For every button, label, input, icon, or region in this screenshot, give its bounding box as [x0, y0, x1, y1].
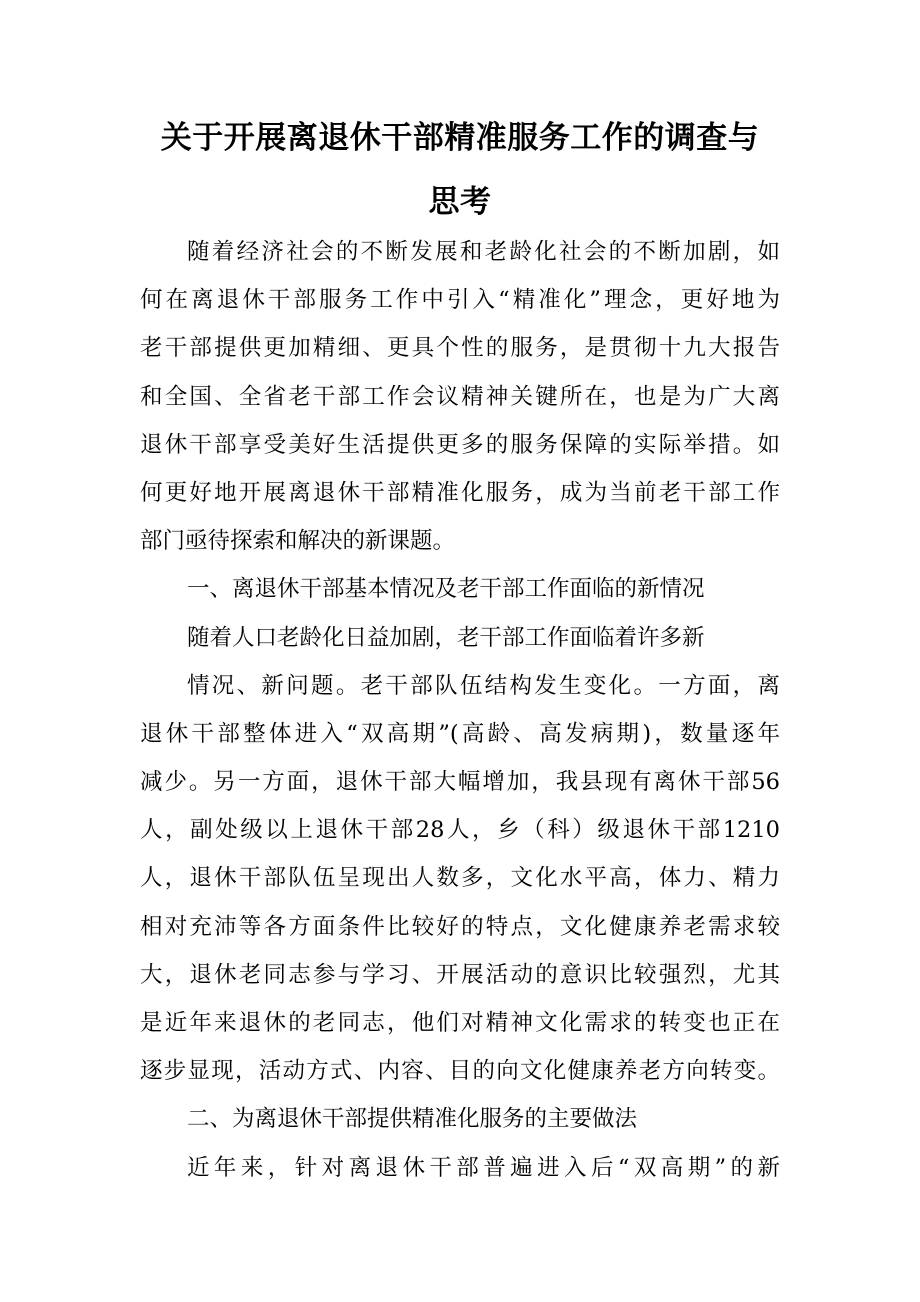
document-body — [140, 228, 780, 1192]
section-heading-2: 二、为离退休干部提供精准化服务的主要做法 — [187, 1106, 638, 1133]
paragraph-line: 随着经济社会的不断发展和老龄化社会的不断加剧，如 — [187, 239, 780, 265]
section-heading-1: 一、离退休干部基本情况及老干部工作面临的新情况 — [187, 576, 705, 603]
paragraph-line: 和全国、全省老干部工作会议精神关键所在，也是为广大离 — [140, 383, 780, 410]
paragraph-line: 情况、新问题。老干部队伍结构发生变化。一方面，离 — [187, 672, 780, 699]
paragraph-line: 减少。另一方面，退休干部大幅增加，我县现有离休干部56 — [140, 769, 780, 796]
paragraph-line: 人，副处级以上退休干部28人，乡（科）级退休干部1210 — [140, 817, 780, 844]
paragraph-line: 逐步显现，活动方式、内容、目的向文化健康养老方向转变。 — [140, 1058, 780, 1085]
paragraph-line: 近年来，针对离退休干部普遍进入后“双高期”的新 — [187, 1154, 780, 1181]
document-title-line-2: 思考 — [428, 184, 492, 220]
paragraph-line: 大，退休老同志参与学习、开展活动的意识比较强烈，尤其 — [140, 961, 780, 988]
paragraph-line: 随着人口老龄化日益加剧，老干部工作面临着许多新 — [187, 624, 705, 651]
paragraph-line: 老干部提供更加精细、更具个性的服务，是贯彻十九大报告 — [140, 335, 780, 362]
paragraph-line: 退休干部享受美好生活提供更多的服务保障的实际举措。如 — [140, 431, 780, 458]
paragraph-line: 何在离退休干部服务工作中引入“精准化”理念，更好地为 — [140, 287, 780, 314]
document-title-line-1: 关于开展离退休干部精准服务工作的调查与 — [160, 120, 760, 156]
paragraph-line: 相对充沛等各方面条件比较好的特点，文化健康养老需求较 — [140, 913, 780, 940]
paragraph-line: 部门亟待探索和解决的新课题。 — [140, 528, 456, 555]
paragraph-line: 何更好地开展离退休干部精准化服务，成为当前老干部工作 — [140, 479, 780, 506]
paragraph-line: 退休干部整体进入“双高期”(高龄、高发病期)，数量逐年 — [140, 720, 780, 747]
paragraph-line: 人，退休干部队伍呈现出人数多，文化水平高，体力、精力 — [140, 865, 780, 892]
paragraph-line: 是近年来退休的老同志，他们对精神文化需求的转变也正在 — [140, 1010, 780, 1036]
